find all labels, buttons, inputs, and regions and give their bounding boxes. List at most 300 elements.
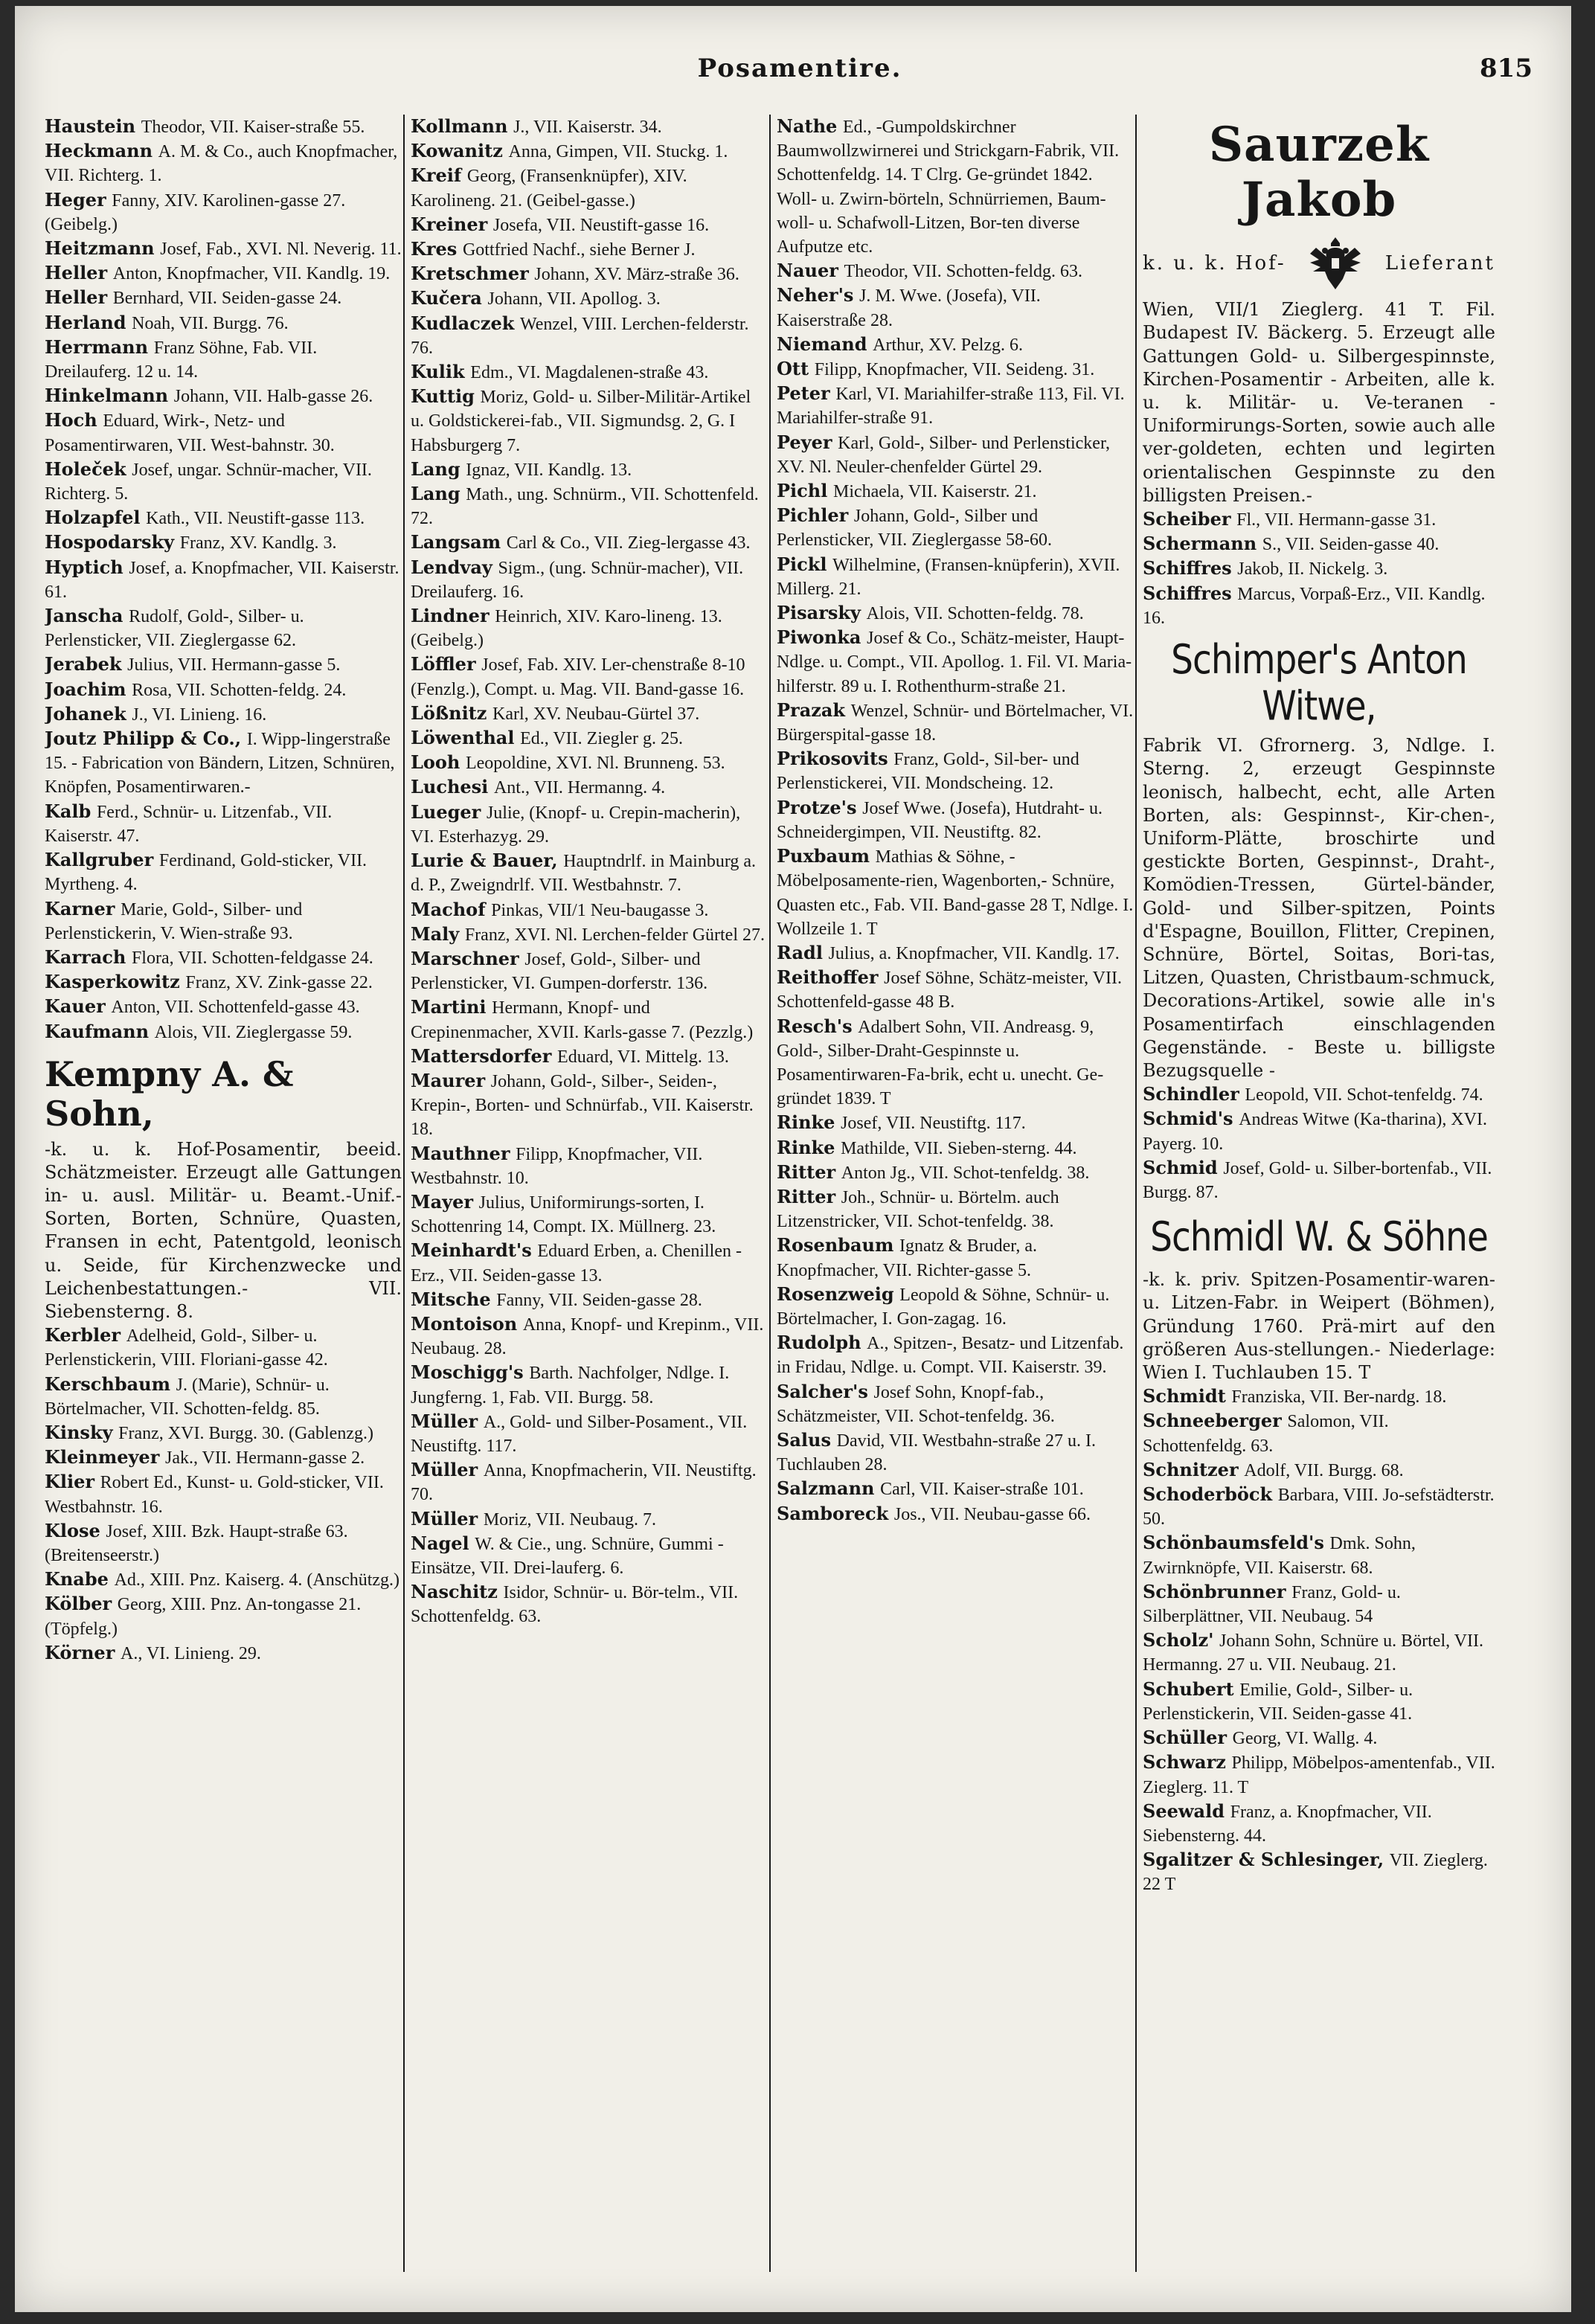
entry-details: Salomon, VII. Schottenfeldg. 63. — [1143, 1412, 1389, 1456]
entry-list — [45, 115, 402, 1044]
directory-entry — [411, 385, 768, 458]
entry-details: Anton Jg., VII. Schot-tenfeldg. 38. — [841, 1163, 1090, 1183]
entry-name: Holeček — [45, 458, 126, 480]
entry-details: Wenzel, VIII. Lerchen-felderstr. 76. — [411, 314, 749, 358]
entry-name: Klier — [45, 1471, 95, 1493]
directory-entry — [45, 506, 402, 530]
entry-details: Julie, (Knopf- u. Crepin-macherin), VI. Esterhazyg. 29. — [411, 803, 741, 847]
entry-details: Wenzel, Schnür- und Börtelmacher, VI. Bürgerspital-gasse 18. — [777, 701, 1134, 745]
advert-saurzek-title: Saurzek Jakob — [1208, 117, 1430, 228]
entry-name: Rinke — [777, 1136, 835, 1158]
entry-details: Gottfried Nachf., siehe Berner J. — [462, 240, 696, 260]
entry-details: Leopold, VII. Schot-tenfeldg. 74. — [1245, 1085, 1483, 1105]
directory-entry — [777, 844, 1134, 941]
directory-entry — [45, 652, 402, 677]
directory-entry — [411, 775, 768, 800]
directory-entry — [1143, 1156, 1495, 1204]
directory-entry — [1143, 1409, 1495, 1457]
entry-details: Math., ung. Schnürm., VII. Schottenfeld. 72. — [411, 485, 759, 529]
entry-details: Carl, VII. Kaiser-straße 101. — [880, 1480, 1084, 1500]
entry-details: J. M. Wwe. (Josefa), VII. Kaiserstraße 28. — [777, 286, 1041, 330]
entry-name: Radl — [777, 941, 823, 963]
entry-name: Scheiber — [1143, 508, 1231, 530]
entry-details: Franz, XV. Kandlg. 3. — [179, 533, 337, 553]
entry-name: Schneeberger — [1143, 1410, 1282, 1432]
entry-details: A., Gold- und Silber-Posament., VII. Neustiftg. 117. — [411, 1412, 748, 1456]
entry-name: Herrmann — [45, 336, 149, 358]
entry-list — [1143, 507, 1495, 630]
advert-kempny-body: -k. u. k. Hof-Posamentir, beeid. Schätzmeister. Erzeugt alle Gattungen in- u. ausl. Militär- u. Beamt.-Unif.-Sorten, Borten, Schnüre, Quasten, Fransen in echt, Patentgold, leonisch u. Seide, für Kirchenzwecke und Leichenbestattungen.- VII. Siebensterng. 8. — [45, 1138, 402, 1322]
entry-details: Rosa, VII. Schotten-feldg. 24. — [132, 680, 347, 700]
entry-name: Sgalitzer & Schlesinger, — [1143, 1849, 1384, 1871]
entry-details: Ferdinand, Gold-sticker, VII. Myrtheng. 4. — [45, 851, 368, 895]
entry-details: Marie, Gold-, Silber- und Perlenstickerin, V. Wien-straße 93. — [45, 899, 303, 943]
directory-entry — [45, 727, 402, 800]
entry-details: Adelheid, Gold-, Silber- u. Perlenstickerin, VIII. Floriani-gasse 42. — [45, 1326, 328, 1370]
directory-entry — [45, 286, 402, 310]
directory-entry — [45, 311, 402, 336]
entry-details: Anna, Knopfmacherin, VII. Neustiftg. 70. — [411, 1461, 757, 1505]
directory-entry — [45, 336, 402, 384]
directory-entry — [1143, 1848, 1495, 1896]
directory-entry — [45, 556, 402, 604]
directory-entry — [777, 1477, 1134, 1501]
entry-details: Ant., VII. Hermanng. 4. — [493, 778, 666, 798]
entry-details: J., VI. Linieng. 16. — [132, 704, 267, 725]
entry-details: Hauptndrlf. in Mainburg a. d. P., Zweigndrlf. VII. Westbahnstr. 7. — [411, 852, 757, 896]
advert-saurzek-hof-line — [1143, 231, 1495, 295]
entry-name: Johanek — [45, 702, 126, 725]
entry-name: Kallgruber — [45, 849, 154, 871]
directory-entry — [45, 261, 402, 286]
entry-details: Jak., VII. Hermann-gasse 2. — [164, 1448, 365, 1468]
entry-details: Johann, VII. Apollog. 3. — [487, 289, 661, 309]
entry-details: Josef, Gold- u. Silber-bortenfab., VII. Burgg. 87. — [1143, 1158, 1492, 1202]
directory-entry — [411, 1312, 768, 1361]
directory-entry — [45, 115, 402, 139]
directory-entry — [411, 1532, 768, 1580]
entry-details: Mathilde, VII. Sieben-sterng. 44. — [841, 1138, 1077, 1158]
entry-details: Theodor, VII. Kaiser-straße 55. — [141, 118, 365, 137]
directory-entry — [45, 1020, 402, 1044]
directory-entry — [45, 1641, 402, 1666]
entry-details: Josef, VII. Neustiftg. 117. — [841, 1114, 1026, 1134]
directory-entry — [777, 1502, 1134, 1527]
directory-entry — [411, 922, 768, 947]
directory-entry — [411, 800, 768, 849]
directory-entry — [1143, 1531, 1495, 1579]
directory-entry — [45, 678, 402, 702]
entry-name: Klose — [45, 1519, 100, 1541]
directory-entry — [777, 1136, 1134, 1161]
entry-name: Peter — [777, 382, 830, 405]
entry-name: Schmid — [1143, 1156, 1218, 1178]
entry-name: Seewald — [1143, 1800, 1225, 1822]
entry-details: Filipp, Knopfmacher, VII. Seideng. 31. — [814, 360, 1095, 380]
directory-entry — [411, 1361, 768, 1409]
entry-details: Dmk. Sohn, Zwirnknöpfe, VII. Kaiserstr. 68. — [1143, 1534, 1416, 1578]
entry-name: Hoch — [45, 409, 97, 431]
entry-details: Andreas Witwe (Ka-tharina), XVI. Payerg. 10. — [1143, 1110, 1487, 1154]
directory-entry — [777, 1331, 1134, 1379]
entry-details: Karl, XV. Neubau-Gürtel 37. — [492, 704, 700, 724]
directory-entry — [777, 966, 1134, 1014]
entry-name: Kinsky — [45, 1421, 113, 1443]
entry-name: Kučera — [411, 287, 482, 309]
entry-name: Marschner — [411, 947, 519, 969]
entry-name: Kerbler — [45, 1324, 121, 1346]
directory-entry — [1143, 1800, 1495, 1848]
entry-details: Arthur, XV. Pelzg. 6. — [873, 335, 1024, 355]
entry-name: Ritter — [777, 1161, 836, 1183]
entry-name: Ritter — [777, 1185, 836, 1207]
entry-details: Eduard Erben, a. Chenillen - Erz., VII. Seiden-gasse 13. — [411, 1242, 742, 1285]
entry-details: J., VII. Kaiserstr. 34. — [513, 118, 662, 137]
entry-details: Michaela, VII. Kaiserstr. 21. — [832, 482, 1037, 502]
directory-entry — [45, 384, 402, 408]
directory-entry — [411, 482, 768, 530]
entry-details: Isidor, Schnür- u. Bör-telm., VII. Schottenfeldg. 63. — [411, 1583, 739, 1627]
entry-name: Kalb — [45, 800, 92, 822]
entry-name: Meinhardt's — [411, 1239, 532, 1262]
entry-details: Franz, Gold- u. Silberplättner, VII. Neubaug. 54 — [1143, 1582, 1401, 1627]
entry-name: Kaufmann — [45, 1020, 150, 1042]
directory-entry — [45, 604, 402, 652]
entry-name: Mitsche — [411, 1288, 491, 1310]
entry-details: Marcus, Vorpaß-Erz., VII. Kandlg. 16. — [1143, 584, 1486, 628]
entry-name: Martini — [411, 996, 487, 1018]
entry-name: Machof — [411, 898, 486, 920]
entry-details: Alois, VII. Schotten-feldg. 78. — [866, 604, 1084, 624]
entry-details: Fanny, VII. Seiden-gasse 28. — [496, 1290, 702, 1310]
directory-entry — [777, 1380, 1134, 1428]
directory-entry — [777, 479, 1134, 504]
directory-entry — [777, 626, 1134, 699]
entry-name: Karner — [45, 897, 115, 919]
entry-details: Leopold & Söhne, Schnür- u. Börtelmacher, I. Gon-zagag. 16. — [777, 1285, 1110, 1329]
directory-entry — [411, 556, 768, 604]
directory-entry — [1143, 532, 1495, 556]
directory-entry — [777, 1428, 1134, 1477]
entry-name: Pickl — [777, 553, 827, 575]
directory-entry — [411, 702, 768, 726]
directory-entry — [411, 139, 768, 164]
entry-details: Jakob, II. Nickelg. 3. — [1237, 559, 1388, 580]
entry-details: Adolf, VII. Burgg. 68. — [1244, 1460, 1404, 1480]
entry-name: Reithoffer — [777, 966, 879, 989]
entry-details: Josef, Fab. XIV. Ler-chenstraße 8-10 (Fenzlg.), Compt. u. Mag. VII. Band-gasse 16. — [411, 655, 745, 699]
directory-entry — [777, 796, 1134, 844]
directory-entry — [411, 458, 768, 482]
entry-details: A., Spitzen-, Besatz- und Litzenfab. in Fridau, Ndlge. u. Compt. VII. Kaiserstr. 39. — [777, 1334, 1124, 1378]
entry-name: Scholz' — [1143, 1629, 1214, 1651]
directory-entry — [777, 1161, 1134, 1185]
entry-name: Schönbaumsfeld's — [1143, 1532, 1324, 1554]
entry-name: Löwenthal — [411, 727, 515, 749]
entry-details: Julius, a. Knopfmacher, VII. Kandlg. 17. — [828, 943, 1120, 963]
entry-details: Wilhelmine, (Fransen-knüpferin), XVII. Millerg. 21. — [777, 555, 1120, 599]
directory-entry — [411, 1507, 768, 1532]
entry-name: Knabe — [45, 1568, 109, 1590]
entry-details: A., VI. Linieng. 29. — [121, 1643, 261, 1663]
entry-details: Fanny, XIV. Karolinen-gasse 27. (Geibelg.) — [45, 190, 346, 234]
entry-name: Schwarz — [1143, 1751, 1226, 1774]
directory-entry — [411, 898, 768, 922]
entry-name: Heckmann — [45, 140, 153, 162]
column-4 — [1143, 115, 1495, 2287]
directory-entry — [1143, 556, 1495, 581]
entry-details: S., VII. Seiden-gasse 40. — [1262, 535, 1440, 555]
double-eagle-icon — [1305, 231, 1366, 295]
directory-entry — [411, 1580, 768, 1628]
entry-details: Eduard, VI. Mittelg. 13. — [557, 1047, 729, 1067]
entry-name: Lurie & Bauer, — [411, 850, 558, 872]
entry-name: Rosenzweig — [777, 1283, 894, 1305]
directory-entry — [411, 1458, 768, 1506]
entry-details: Franz, Gold-, Sil-ber- und Perlenstickerei, VII. Mondscheing. 12. — [777, 750, 1079, 794]
entry-name: Kasperkowitz — [45, 971, 180, 993]
entry-details: Edm., VI. Magdalenen-straße 43. — [470, 363, 709, 383]
directory-entry — [45, 1421, 402, 1445]
directory-entry — [411, 530, 768, 555]
entry-name: Ott — [777, 358, 809, 380]
entry-name: Schüller — [1143, 1727, 1227, 1749]
entry-list — [777, 115, 1134, 1527]
directory-entry — [411, 360, 768, 385]
entry-details: I. Wipp-lingerstraße 15. - Fabrication von Bändern, Litzen, Schnüren, Knöpfen, Posamentirwaren.- — [45, 730, 395, 797]
entry-details: Filipp, Knopfmacher, VII. Westbahnstr. 10. — [411, 1144, 703, 1188]
entry-details: Josef Söhne, Schätz-meister, VII. Schottenfeld-gasse 48 B. — [777, 969, 1122, 1012]
column-2 — [411, 115, 768, 2287]
entry-name: Nathe — [777, 115, 838, 137]
directory-entry — [1143, 1726, 1495, 1750]
entry-details: Johann, XV. März-straße 36. — [534, 265, 739, 285]
entry-details: Franz, XVI. Nl. Lerchen-felder Gürtel 27. — [464, 925, 765, 945]
entry-name: Herland — [45, 311, 126, 333]
directory-entry — [45, 848, 402, 896]
entry-name: Hyptich — [45, 556, 123, 578]
directory-entry — [411, 312, 768, 360]
directory-entry — [411, 652, 768, 701]
entry-details: Johann, VII. Halb-gasse 26. — [173, 387, 373, 407]
entry-details: Franz, a. Knopfmacher, VII. Siebensterng. 44. — [1143, 1802, 1432, 1846]
entry-name: Resch's — [777, 1015, 853, 1037]
entry-name: Kleinmeyer — [45, 1446, 160, 1468]
directory-entry — [45, 946, 402, 970]
directory-entry — [777, 1233, 1134, 1282]
directory-entry — [777, 382, 1134, 430]
directory-entry — [411, 604, 768, 652]
directory-entry — [777, 553, 1134, 601]
directory-entry — [1143, 1678, 1495, 1726]
directory-entry — [1143, 1082, 1495, 1107]
entry-name: Rosenbaum — [777, 1234, 894, 1256]
running-head: Posamentire. — [697, 54, 902, 83]
entry-details: Johann Sohn, Schnüre u. Börtel, VII. Hermanng. 27 u. VII. Neubaug. 21. — [1143, 1631, 1483, 1675]
advert-saurzek-body: Wien, VII/1 Zieglerg. 41 T. Fil. Budapest IV. Bäckerg. 5. Erzeugt alle Gattungen Gold- u. Silbergespinnste, Kirchen-Posamentir - Arbeiten, alle k. u. k. Militär- u. Ve-teranen - Uniformirungs-Sorten, sowie auch alle ver-goldeten, echten und legirten orientalischen Gespinnste zu den billigsten Preisen.- — [1143, 299, 1495, 506]
entry-name: Haustein — [45, 115, 136, 137]
entry-details: J. (Marie), Schnür- u. Börtelmacher, VII. Schotten-feldg. 85. — [45, 1375, 330, 1419]
page-number: 815 — [1480, 54, 1533, 83]
entry-details: Georg, (Fransenknüpfer), XIV. Karolineng. 21. (Geibel-gasse.) — [411, 167, 687, 211]
entry-details: Josef, Fab., XVI. Nl. Neverig. 11. — [160, 240, 402, 260]
entry-details: Franziska, VII. Ber-nardg. 18. — [1231, 1387, 1447, 1407]
entry-name: Salus — [777, 1428, 831, 1451]
directory-entry — [777, 357, 1134, 382]
entry-name: Lang — [411, 458, 460, 480]
entry-details: VII. Zieglerg. 22 T — [1143, 1851, 1488, 1895]
entry-name: Salzmann — [777, 1477, 875, 1500]
entry-details: Jos., VII. Neubau-gasse 66. — [893, 1504, 1091, 1524]
advert-kempny-title: Kempny A. & Sohn, — [45, 1053, 294, 1134]
directory-entry — [777, 1015, 1134, 1111]
page-header — [45, 54, 1555, 106]
entry-details: Ignatz & Bruder, a. Knopfmacher, VII. Richter-gasse 5. — [777, 1236, 1037, 1280]
advert-schimper-body: Fabrik VI. Gfrornerg. 3, Ndlge. I. Sterng. 2, erzeugt Gespinnste leonisch, halbecht, echt, alle Arten Borten, als: Gespinnst-, Kir-chen-, Uniform-Plätte, broschirte und gestickte Borten, Gespinnst-, Draht-, Komödien-Tressen, Gürtel-bänder, Gold- und Silber-spitzen, Points d'Espagne, Bouillon, Flitter, Crepinen, Schnüre, Börtel, Soitas, Bori-tas, Litzen, Quasten, Christbaum-schmuck, Decorations-Artikel, sowie alle in's Posamentirfach einschlagenden Gegenstände. - Beste u. billigste Bezugsquelle - — [1143, 735, 1495, 1081]
column-rule — [769, 115, 771, 2272]
entry-name: Mauthner — [411, 1142, 510, 1164]
directory-entry — [45, 188, 402, 237]
entry-name: Heger — [45, 188, 106, 211]
entry-name: Müller — [411, 1459, 478, 1481]
directory-entry — [777, 1111, 1134, 1135]
entry-details: Fl., VII. Hermann-gasse 31. — [1236, 510, 1437, 530]
entry-details: Johann, Gold-, Silber und Perlensticker, VII. Zieglergasse 58-60. — [777, 507, 1053, 550]
entry-details: Barbara, VIII. Jo-sefstädterstr. 50. — [1143, 1486, 1495, 1529]
directory-entry — [777, 259, 1134, 283]
entry-list — [1143, 1082, 1495, 1204]
directory-entry — [45, 1470, 402, 1518]
entry-name: Kölber — [45, 1593, 112, 1615]
entry-name: Luchesi — [411, 776, 489, 798]
entry-name: Mattersdorfer — [411, 1044, 552, 1067]
entry-name: Heller — [45, 286, 108, 309]
entry-details: Georg, VI. Wallg. 4. — [1232, 1729, 1378, 1749]
directory-entry — [411, 1288, 768, 1312]
column-3 — [777, 115, 1134, 2287]
directory-entry — [45, 1323, 402, 1372]
entry-details: Karl, Gold-, Silber- und Perlensticker, XV. Nl. Neuler-chenfelder Gürtel 29. — [777, 433, 1110, 477]
directory-entry — [411, 1044, 768, 1069]
entry-name: Kreiner — [411, 213, 488, 235]
directory-entry — [411, 286, 768, 311]
entry-name: Joachim — [45, 678, 126, 700]
entry-name: Montoison — [411, 1312, 518, 1335]
entry-name: Puxbaum — [777, 845, 870, 867]
directory-entry — [777, 283, 1134, 332]
entry-details: W. & Cie., ung. Schnüre, Gummi - Einsätze, VII. Drei-lauferg. 6. — [411, 1534, 724, 1578]
entry-details: Leopoldine, XVI. Nl. Brunneng. 53. — [465, 754, 725, 774]
directory-entry — [45, 1445, 402, 1470]
directory-entry — [45, 237, 402, 261]
entry-details: David, VII. Westbahn-straße 27 u. I. Tuchlauben 28. — [777, 1431, 1097, 1475]
entry-details: Anton, Knopfmacher, VII. Kandlg. 19. — [112, 264, 391, 284]
entry-name: Rudolph — [777, 1332, 861, 1354]
entry-name: Schiffres — [1143, 582, 1232, 604]
entry-list — [45, 1323, 402, 1666]
directory-entry — [411, 995, 768, 1044]
entry-details: Heinrich, XIV. Karo-lineng. 13. (Geibelg.) — [411, 607, 722, 651]
entry-details: Julius, VII. Hermann-gasse 5. — [127, 655, 341, 675]
directory-entry — [777, 601, 1134, 626]
hof-label: k. u. k. Hof- — [1143, 251, 1286, 275]
entry-details: Josef Sohn, Knopf-fab., Schätzmeister, VII. Schot-tenfeldg. 36. — [777, 1382, 1055, 1426]
entry-name: Kulik — [411, 361, 465, 383]
entry-name: Lößnitz — [411, 702, 487, 724]
entry-details: Josef, ungar. Schnür-macher, VII. Richterg. 5. — [45, 460, 372, 504]
directory-entry — [45, 970, 402, 995]
directory-entry — [777, 1185, 1134, 1233]
entry-details: Bernhard, VII. Seiden-gasse 24. — [112, 289, 342, 309]
entry-details: Josef Wwe. (Josefa), Hutdraht- u. Schneidergimpen, VII. Neustiftg. 82. — [777, 798, 1103, 842]
entry-details: Josef & Co., Schätz-meister, Haupt-Ndlge. u. Compt., VII. Apollog. 1. Fil. VI. Maria-hilferstr. 89 u. I. Rothenthurm-straße 21. — [777, 629, 1132, 696]
entry-name: Kres — [411, 238, 458, 260]
directory-entry — [45, 1519, 402, 1567]
entry-name: Kretschmer — [411, 263, 529, 285]
entry-name: Müller — [411, 1410, 478, 1432]
entry-name: Karrach — [45, 946, 126, 968]
entry-name: Heller — [45, 262, 108, 284]
entry-name: Jerabek — [45, 653, 122, 675]
entry-details: Theodor, VII. Schotten-feldg. 63. — [844, 262, 1083, 282]
entry-name: Schermann — [1143, 533, 1257, 555]
entry-name: Neher's — [777, 284, 854, 306]
directory-entry — [1143, 1628, 1495, 1677]
entry-name: Nauer — [777, 260, 838, 282]
entry-name: Körner — [45, 1641, 115, 1663]
entry-name: Kudlaczek — [411, 312, 515, 334]
directory-entry — [777, 747, 1134, 795]
entry-name: Schubert — [1143, 1678, 1234, 1700]
entry-details: Philipp, Möbelpos-amentenfab., VII. Zieglerg. 11. T — [1143, 1753, 1495, 1797]
entry-details: Ed., VII. Ziegler g. 25. — [520, 729, 683, 749]
entry-name: Salcher's — [777, 1380, 868, 1402]
entry-details: Adalbert Sohn, VII. Andreasg. 9, Gold-, Silber-Draht-Gespinnste u. Posamentirwaren-Fa-brik, echt u. unecht. Ge-gründet 1839. T — [777, 1017, 1104, 1109]
entry-name: Kowanitz — [411, 140, 503, 162]
entry-details: Ignaz, VII. Kandlg. 13. — [466, 460, 632, 480]
column-rule — [403, 115, 405, 2272]
entry-details: Georg, XIII. Pnz. An-tongasse 21. (Töpfelg.) — [45, 1595, 362, 1639]
entry-details: Joh., Schnür- u. Börtelm. auch Litzenstricker, VII. Schot-tenfeldg. 38. — [777, 1187, 1059, 1232]
entry-details: Mathias & Söhne, -Möbelposamente-rien, Wagenborten,- Schnüre, Quasten etc., Fab. VII. Band-gasse 28 T, Ndlge. I. Wollzeile 1. T — [777, 847, 1134, 939]
entry-name: Niemand — [777, 333, 867, 355]
entry-details: Franz Söhne, Fab. VII. Dreilauferg. 12 u. 14. — [45, 338, 318, 382]
directory-entry — [777, 431, 1134, 479]
entry-details: Johann, Gold-, Silber-, Seiden-, Krepin-, Borten- und Schnürfab., VII. Kaiserstr. 18. — [411, 1071, 754, 1140]
entry-name: Schnitzer — [1143, 1458, 1239, 1480]
advert-schmidl-title: Schmidl W. & Söhne — [1150, 1213, 1488, 1262]
entry-name: Pichl — [777, 480, 828, 502]
entry-list — [1143, 1384, 1495, 1896]
directory-entry — [411, 1239, 768, 1287]
entry-name: Schiffres — [1143, 557, 1232, 580]
entry-details: Moriz, Gold- u. Silber-Militär-Artikel u. Goldstickerei-fab., VII. Sigmundsg. 2, G. I Habsburgerg 7. — [411, 388, 751, 455]
directory-entry — [411, 1142, 768, 1190]
directory-entry — [1143, 1458, 1495, 1483]
entry-details: Ad., XIII. Pnz. Kaiserg. 4. (Anschützg.) — [114, 1570, 400, 1590]
entry-details: Ed., -Gumpoldskirchner Baumwollzwirnerei und Strickgarn-Fabrik, VII. Schottenfeldg. 14. T Clrg. Ge-gründet 1842. Woll- u. Zwirn-börteln, Schnürriemen, Baum-woll- u. Schafwoll-Litzen, Bor-ten diverse Aufputze etc. — [777, 118, 1120, 257]
directory-entry — [411, 751, 768, 775]
lieferant-label: Lieferant — [1384, 251, 1495, 275]
entry-details: Karl, VI. Mariahilfer-straße 113, Fil. VI. Mariahilfer-straße 91. — [777, 385, 1125, 428]
directory-entry — [411, 1069, 768, 1142]
entry-name: Joutz Philipp & Co., — [45, 728, 242, 750]
entry-name: Lueger — [411, 800, 481, 823]
entry-name: Schoderböck — [1143, 1483, 1273, 1506]
entry-name: Kuttig — [411, 385, 475, 408]
entry-details: Sigm., (ung. Schnür-macher), VII. Dreilauferg. 16. — [411, 558, 744, 602]
entry-details: Ferd., Schnür- u. Litzenfab., VII. Kaiserstr. 47. — [45, 802, 333, 846]
